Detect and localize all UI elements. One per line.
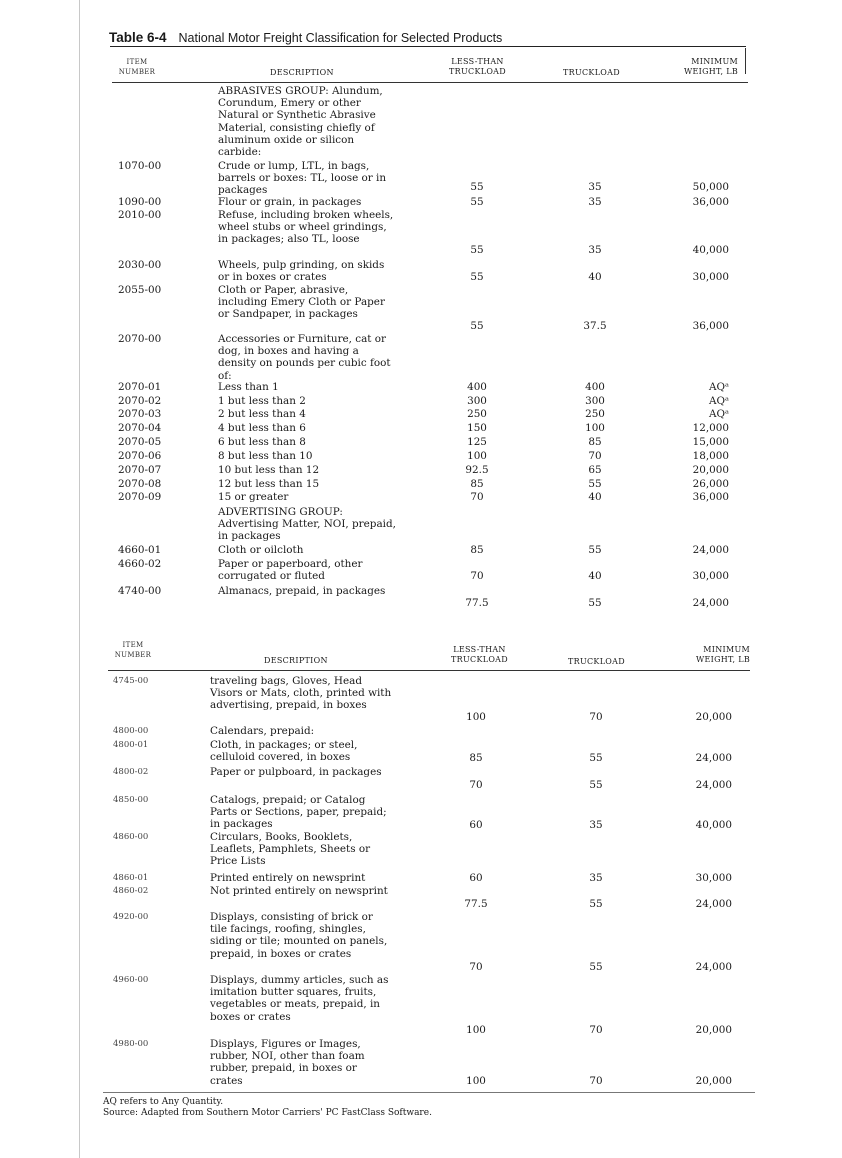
minimum-weight: 24,000: [695, 960, 732, 973]
ltl-class: 55: [470, 180, 484, 193]
description: 10 but less than 12: [218, 464, 320, 476]
table-row: [0, 408, 842, 420]
description: Wheels, pulp grinding, on skids or in boxes or crates: [218, 259, 385, 284]
item-number: 2055-00: [118, 284, 162, 296]
minimum-weight: 30,000: [692, 569, 729, 582]
truckload-class: 37.5: [583, 319, 607, 332]
ltl-class: 55: [470, 195, 484, 208]
description: Displays, consisting of brick or tile facings, roofing, shingles, siding or tile; mounted on panels, prepaid, in boxes or crates: [210, 911, 388, 960]
description: ADVERTISING GROUP: Advertising Matter, NOI, prepaid, in packages: [218, 506, 396, 543]
header-ltl: LESS-THAN TRUCKLOAD: [451, 645, 508, 664]
ltl-class: 85: [469, 751, 483, 764]
truckload-class: 35: [588, 195, 602, 208]
truckload-class: 40: [588, 270, 602, 283]
minimum-weight: 36,000: [692, 490, 729, 503]
item-number: 4660-02: [118, 558, 162, 570]
ltl-class: 70: [470, 569, 484, 582]
table-row: [0, 284, 842, 332]
description: Refuse, including broken wheels, wheel stubs or wheel grindings, in packages; also TL, loose: [218, 209, 394, 246]
minimum-weight: 20,000: [692, 463, 729, 476]
ltl-class: 150: [467, 421, 487, 434]
header-item-number: ITEM NUMBER: [114, 641, 152, 659]
description: Displays, Figures or Images, rubber, NOI, other than foam rubber, prepaid, in boxes or crates: [210, 1038, 365, 1087]
item-number: 4660-01: [118, 544, 162, 556]
item-number: 2030-00: [118, 259, 162, 271]
table-row: [0, 675, 842, 723]
ltl-class: 55: [470, 270, 484, 283]
minimum-weight: 24,000: [692, 543, 729, 556]
minimum-weight: AQᵃ: [708, 407, 729, 420]
ltl-class: 60: [469, 871, 483, 884]
description: Cloth or Paper, abrasive, including Emery Cloth or Paper or Sandpaper, in packages: [218, 284, 385, 321]
description: 4 but less than 6: [218, 422, 306, 434]
truckload-class: 70: [588, 449, 602, 462]
minimum-weight: 20,000: [695, 710, 732, 723]
header-ltl: LESS-THAN TRUCKLOAD: [449, 57, 506, 76]
truckload-class: 70: [589, 1074, 603, 1087]
minimum-weight: 26,000: [692, 477, 729, 490]
description: Printed entirely on newsprint: [210, 872, 366, 884]
table-row: [0, 422, 842, 434]
truckload-class: 250: [585, 407, 605, 420]
ltl-class: 77.5: [464, 897, 488, 910]
ltl-class: 85: [470, 477, 484, 490]
description: Cloth or oilcloth: [218, 544, 304, 556]
ltl-class: 77.5: [465, 596, 489, 609]
description: Displays, dummy articles, such as imitation butter squares, fruits, vegetables or meats, prepaid, in boxes or crates: [210, 974, 389, 1023]
ltl-class: 125: [467, 435, 487, 448]
description: 15 or greater: [218, 491, 289, 503]
description: 1 but less than 2: [218, 395, 306, 407]
truckload-class: 100: [585, 421, 605, 434]
ltl-class: 92.5: [465, 463, 489, 476]
truckload-class: 55: [589, 897, 603, 910]
item-number: 4800-01: [113, 740, 149, 750]
truckload-class: 35: [588, 180, 602, 193]
ltl-class: 70: [469, 960, 483, 973]
truckload-class: 70: [589, 1023, 603, 1036]
table-bottom-rule: [103, 1092, 755, 1093]
truckload-class: 55: [588, 596, 602, 609]
truckload-class: 40: [588, 569, 602, 582]
minimum-weight: 24,000: [695, 778, 732, 791]
description: Less than 1: [218, 381, 279, 393]
header-truckload: TRUCKLOAD: [563, 68, 620, 77]
item-number: 2070-01: [118, 381, 162, 393]
truckload-class: 35: [588, 243, 602, 256]
table-row: [0, 544, 842, 556]
item-number: 4800-02: [113, 767, 149, 777]
minimum-weight: 40,000: [695, 818, 732, 831]
truckload-class: 35: [589, 818, 603, 831]
minimum-weight: 40,000: [692, 243, 729, 256]
truckload-class: 65: [588, 463, 602, 476]
item-number: 4920-00: [113, 912, 149, 922]
table-row: [0, 464, 842, 476]
table-row: [0, 766, 842, 791]
table-row: [0, 85, 842, 159]
truckload-class: 55: [589, 751, 603, 764]
description: 8 but less than 10: [218, 450, 313, 462]
item-number: 2070-02: [118, 395, 162, 407]
table-row: [0, 491, 842, 503]
truckload-class: 55: [589, 960, 603, 973]
table-row: [0, 831, 842, 867]
minimum-weight: AQᵃ: [708, 394, 729, 407]
ltl-class: 250: [467, 407, 487, 420]
description: Flour or grain, in packages: [218, 196, 362, 208]
minimum-weight: 24,000: [695, 897, 732, 910]
table-row: [0, 885, 842, 910]
ltl-class: 100: [466, 1074, 486, 1087]
item-number: 2070-09: [118, 491, 162, 503]
item-number: 1070-00: [118, 160, 162, 172]
description: Paper or pulpboard, in packages: [210, 766, 382, 778]
table-row: [0, 196, 842, 208]
item-number: 4740-00: [118, 585, 162, 597]
description: 6 but less than 8: [218, 436, 306, 448]
description: Catalogs, prepaid; or Catalog Parts or Sections, paper, prepaid; in packages: [210, 794, 387, 831]
ltl-class: 100: [467, 449, 487, 462]
truckload-class: 40: [588, 490, 602, 503]
table-row: [0, 333, 842, 381]
minimum-weight: 30,000: [695, 871, 732, 884]
ltl-class: 70: [470, 490, 484, 503]
item-number: 2070-04: [118, 422, 162, 434]
description: Almanacs, prepaid, in packages: [218, 585, 386, 597]
minimum-weight: 50,000: [692, 180, 729, 193]
item-number: 4860-00: [113, 832, 149, 842]
item-number: 4960-00: [113, 975, 149, 985]
item-number: 4800-00: [113, 726, 149, 736]
ltl-class: 55: [470, 319, 484, 332]
item-number: 2070-03: [118, 408, 162, 420]
minimum-weight: 15,000: [692, 435, 729, 448]
description: Accessories or Furniture, cat or dog, in boxes and having a density on pounds per cubic foot of:: [218, 333, 391, 382]
description: Paper or paperboard, other corrugated or fluted: [218, 558, 363, 583]
table-title: [109, 30, 502, 45]
item-number: 2070-00: [118, 333, 162, 345]
item-number: 4860-02: [113, 886, 149, 896]
header-border: [745, 48, 746, 74]
truckload-class: 85: [588, 435, 602, 448]
table-row: [0, 872, 842, 884]
truckload-class: 300: [585, 394, 605, 407]
ltl-class: 85: [470, 543, 484, 556]
item-number: 2070-05: [118, 436, 162, 448]
table-caption: National Motor Freight Classification for Selected Products: [178, 31, 503, 45]
table-row: [0, 395, 842, 407]
table-row: [0, 739, 842, 764]
minimum-weight: 12,000: [692, 421, 729, 434]
ltl-class: 300: [467, 394, 487, 407]
title-rule: [110, 46, 746, 47]
description: 2 but less than 4: [218, 408, 306, 420]
minimum-weight: 20,000: [695, 1074, 732, 1087]
minimum-weight: 18,000: [692, 449, 729, 462]
truckload-class: 55: [588, 543, 602, 556]
minimum-weight: 36,000: [692, 319, 729, 332]
table-row: [0, 478, 842, 490]
ltl-class: 100: [466, 710, 486, 723]
truckload-class: 35: [589, 871, 603, 884]
table-row: [0, 558, 842, 582]
table-row: [0, 160, 842, 197]
item-number: 4850-00: [113, 795, 149, 805]
item-number: 2070-07: [118, 464, 162, 476]
truckload-class: 400: [585, 380, 605, 393]
minimum-weight: AQᵃ: [708, 380, 729, 393]
table-row: [0, 794, 842, 831]
description: Calendars, prepaid:: [210, 725, 315, 737]
item-number: 1090-00: [118, 196, 162, 208]
header-truckload: TRUCKLOAD: [568, 657, 625, 666]
ltl-class: 60: [469, 818, 483, 831]
table-row: [0, 381, 842, 393]
table-row: [0, 974, 842, 1036]
item-number: 2070-06: [118, 450, 162, 462]
truckload-class: 55: [588, 477, 602, 490]
table-row: [0, 450, 842, 462]
description: 12 but less than 15: [218, 478, 320, 490]
truckload-class: 55: [589, 778, 603, 791]
minimum-weight: 30,000: [692, 270, 729, 283]
item-number: 4745-00: [113, 676, 149, 686]
minimum-weight: 36,000: [692, 195, 729, 208]
minimum-weight: 24,000: [692, 596, 729, 609]
table-label: Table 6-4: [109, 30, 167, 45]
item-number: 4860-01: [113, 873, 149, 883]
header-item-number: ITEM NUMBER: [118, 58, 156, 76]
description: traveling bags, Gloves, Head Visors or Mats, cloth, printed with advertising, prepaid, in boxes: [210, 675, 392, 712]
ltl-class: 100: [466, 1023, 486, 1036]
header-description: DESCRIPTION: [264, 656, 328, 665]
table-row: [0, 436, 842, 448]
table-row: [0, 911, 842, 973]
description: Crude or lump, LTL, in bags, barrels or boxes: TL, loose or in packages: [218, 160, 387, 197]
ltl-class: 70: [469, 778, 483, 791]
header-rule: [108, 670, 750, 671]
footnote-aq: AQ refers to Any Quantity.: [103, 1097, 224, 1107]
description: Cloth, in packages; or steel, celluloid covered, in boxes: [210, 739, 358, 764]
table-row: [0, 1038, 842, 1087]
header-min-weight: MINIMUM WEIGHT, LB: [683, 57, 738, 76]
minimum-weight: 20,000: [695, 1023, 732, 1036]
header-rule: [112, 82, 748, 83]
minimum-weight: 24,000: [695, 751, 732, 764]
table-row: [0, 259, 842, 283]
item-number: 4980-00: [113, 1039, 149, 1049]
header-description: DESCRIPTION: [270, 68, 334, 77]
description: Not printed entirely on newsprint: [210, 885, 388, 897]
ltl-class: 55: [470, 243, 484, 256]
table-row: [0, 725, 842, 737]
item-number: 2010-00: [118, 209, 162, 221]
item-number: 2070-08: [118, 478, 162, 490]
description: Circulars, Books, Booklets, Leaflets, Pamphlets, Sheets or Price Lists: [210, 831, 371, 868]
header-min-weight: MINIMUM WEIGHT, LB: [695, 645, 750, 664]
table-row: [0, 585, 842, 609]
table-row: [0, 209, 842, 256]
description: ABRASIVES GROUP: Alundum, Corundum, Emery or other Natural or Synthetic Abrasive Material, consisting chiefly of aluminum oxide or silicon carbide:: [218, 85, 383, 159]
truckload-class: 70: [589, 710, 603, 723]
ltl-class: 400: [467, 380, 487, 393]
footnote-source: Source: Adapted from Southern Motor Carriers' PC FastClass Software.: [103, 1108, 432, 1118]
table-row: [0, 506, 842, 543]
